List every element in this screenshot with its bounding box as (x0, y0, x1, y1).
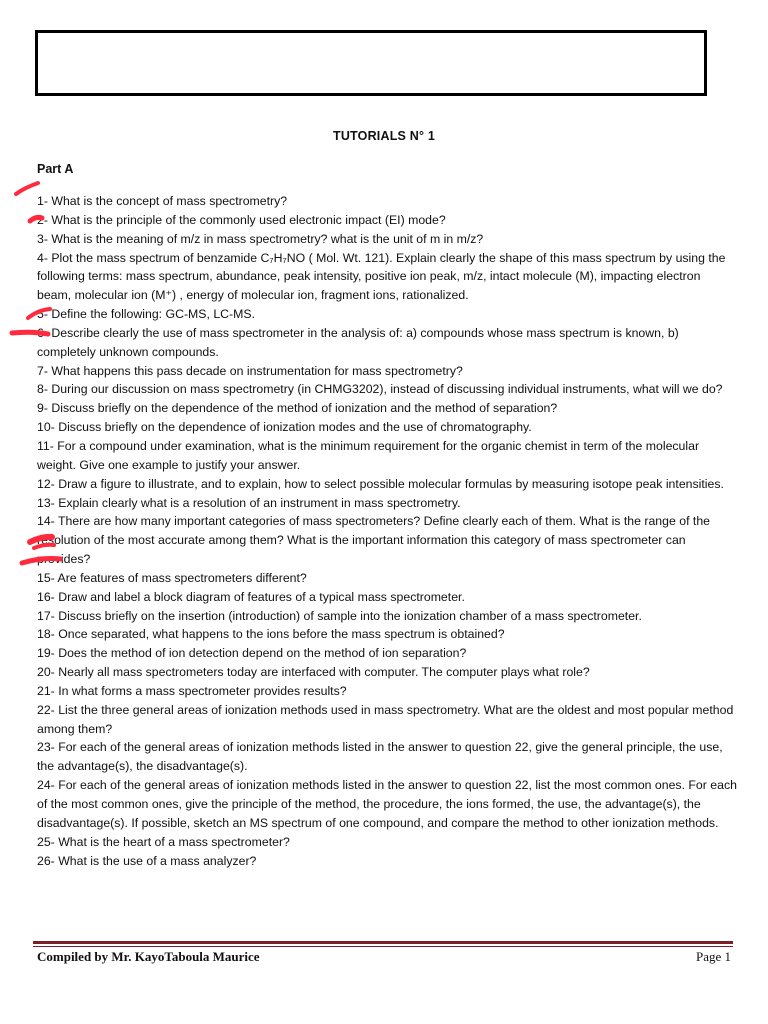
question-item: 16- Draw and label a block diagram of features of a typical mass spectrometer. (37, 589, 465, 604)
question-item: 10- Discuss briefly on the dependence of ionization modes and the use of chromatography. (37, 420, 532, 435)
question-item: 4- Plot the mass spectrum of benzamide C₇H₇NO ( Mol. Wt. 121). Explain clearly the shape of this mass spectrum by using the following terms: mass spectrum, abundance, peak intensity, positive ion peak, m/z, intact molecule (M), impacting electron beam, molecular ion (M⁺) , energy of molecular ion, fragment ions, rationalized. (37, 250, 726, 303)
question-item: 7- What happens this pass decade on instrumentation for mass spectrometry? (37, 363, 463, 378)
footer-rule (33, 941, 733, 944)
header-box (35, 30, 707, 96)
question-item: 9- Discuss briefly on the dependence of the method of ionization and the method of separation? (37, 401, 558, 416)
marker-stroke (16, 183, 38, 194)
question-item: 25- What is the heart of a mass spectrometer? (37, 834, 290, 849)
question-item: 15- Are features of mass spectrometers different? (37, 570, 307, 585)
question-item: 20- Nearly all mass spectrometers today are interfaced with computer. The computer plays what role? (37, 665, 590, 680)
question-item: 24- For each of the general areas of ionization methods listed in the answer to question 22, list the most common ones. For each of the most common ones, give the principle of the method, the procedure, the ions formed, the use, the advantage(s), the disadvantage(s). If possible, sketch an MS spectrum of one compound, and compare the method to other ionization methods. (37, 778, 737, 830)
question-item: 3- What is the meaning of m/z in mass spectrometry? what is the unit of m in m/z? (37, 231, 484, 246)
question-item: 19- Does the method of ion detection depend on the method of ion separation? (37, 646, 467, 661)
question-item: 6- Describe clearly the use of mass spectrometer in the analysis of: a) compounds whose mass spectrum is known, b) completely unknown compounds. (37, 325, 679, 359)
question-item: 21- In what forms a mass spectrometer provides results? (37, 683, 347, 698)
page-number: Page 1 (695, 949, 731, 964)
question-item: 5- Define the following: GC-MS, LC-MS. (37, 307, 255, 322)
question-item: 2- What is the principle of the commonly used electronic impact (EI) mode? (37, 212, 446, 227)
document-title: TUTORIALS N° 1 (332, 129, 436, 143)
question-item: 13- Explain clearly what is a resolution of an instrument in mass spectrometry. (37, 495, 461, 510)
question-item: 18- Once separated, what happens to the ions before the mass spectrum is obtained? (37, 627, 505, 642)
question-item: 1- What is the concept of mass spectrometry? (37, 194, 288, 208)
question-item: 23- For each of the general areas of ionization methods listed in the answer to question 22, give the general principle, the use, the advantage(s), the disadvantage(s). (37, 740, 723, 774)
question-list (37, 192, 737, 870)
question-item: 14- There are how many important categories of mass spectrometers? Define clearly each of them. What is the range of the resolution of the most accurate among them? What is the important information this category of mass spectrometer can provides? (37, 514, 711, 567)
question-item: 12- Draw a figure to illustrate, and to explain, how to select possible molecular formulas by measuring isotope peak intensities. (37, 476, 724, 491)
question-item: 8- During our discussion on mass spectrometry (in CHMG3202), instead of discussing individual instruments, what will we do? (37, 382, 723, 397)
footer-rule-thin (33, 946, 733, 947)
question-item: 11- For a compound under examination, what is the minimum requirement for the organic chemist in term of the molecular weight. Give one example to justify your answer. (37, 438, 700, 472)
section-heading: Part A (37, 162, 74, 176)
question-item: 22- List the three general areas of ionization methods used in mass spectrometry. What are the oldest and most popular method among them? (37, 702, 734, 736)
question-item: 26- What is the use of a mass analyzer? (37, 853, 257, 868)
footer-author: Compiled by Mr. KayoTaboula Maurice (37, 949, 260, 964)
question-item: 17- Discuss briefly on the insertion (introduction) of sample into the ionization chamber of a mass spectrometer. (37, 608, 642, 623)
